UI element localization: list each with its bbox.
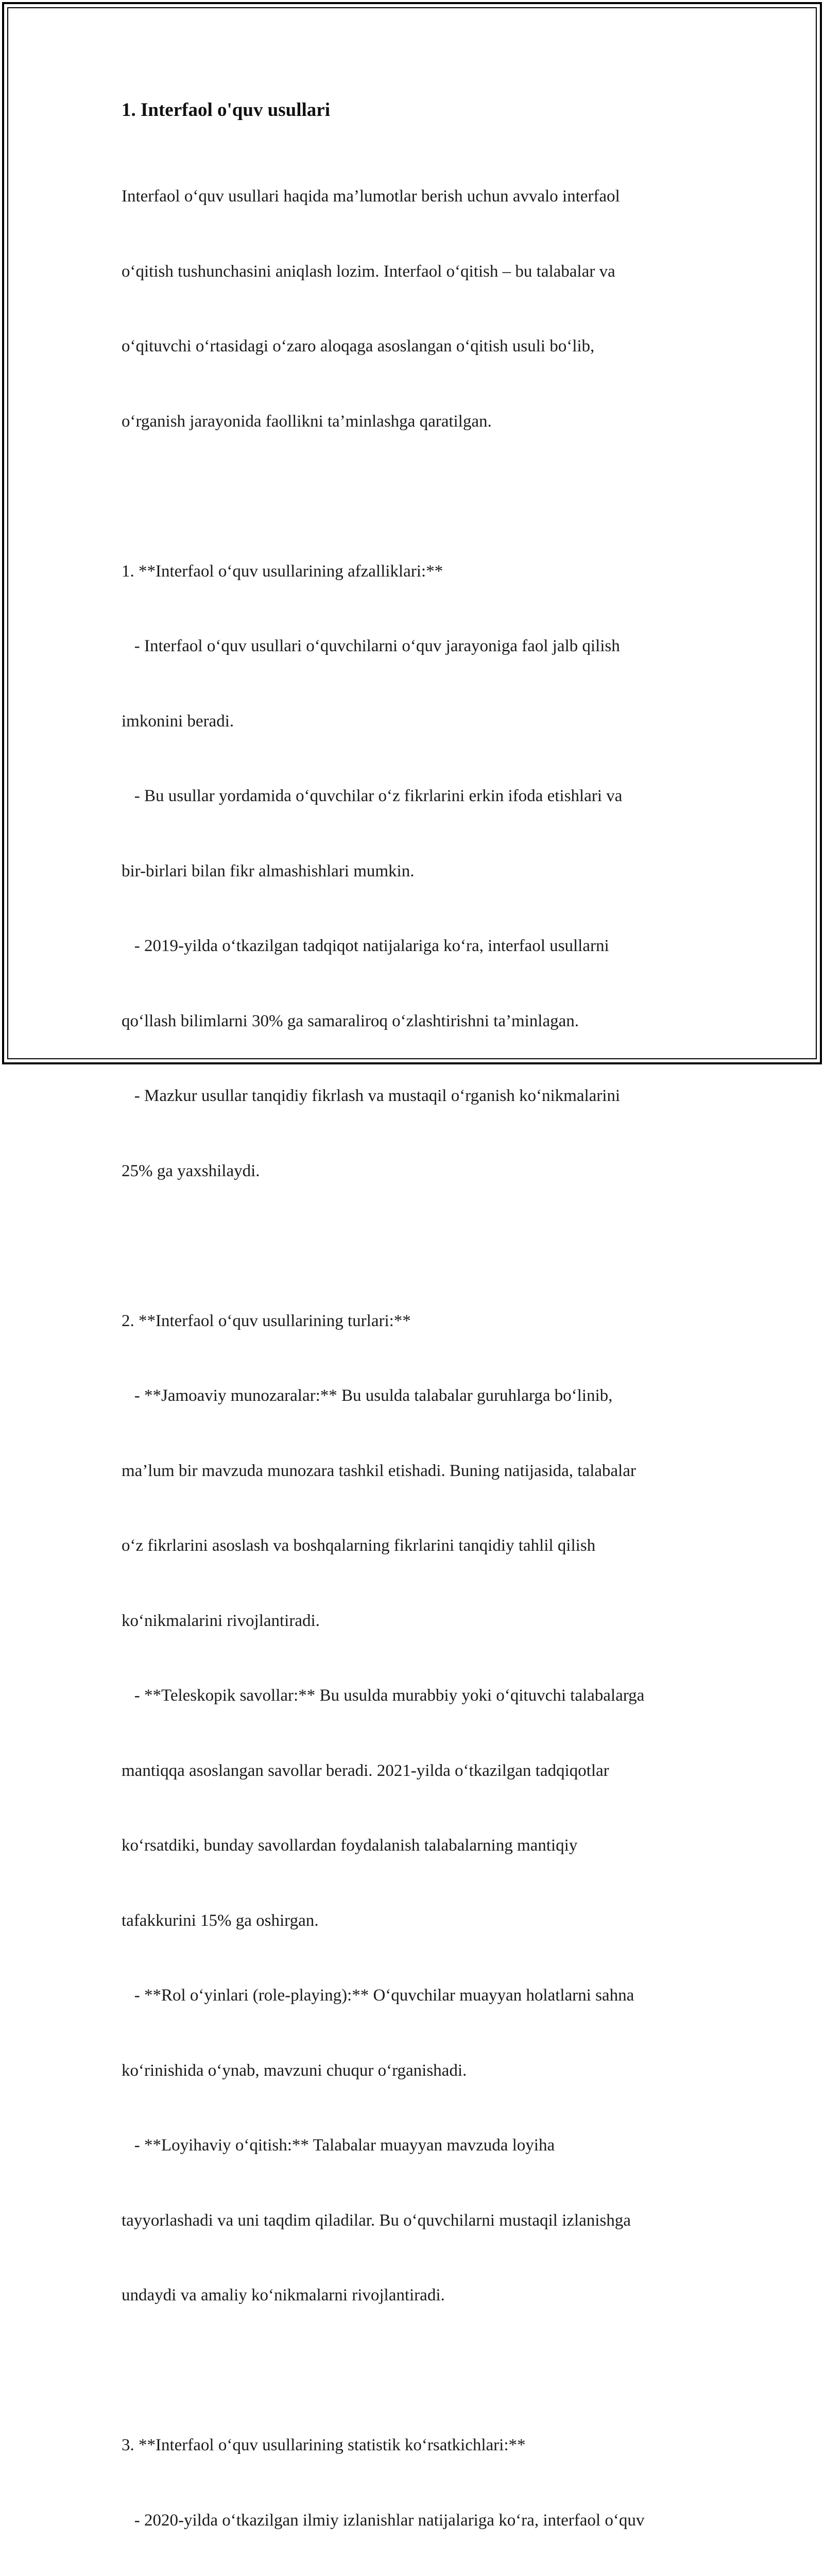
- text-line: o‘rganish jarayonida faollikni ta’minlashga qaratilgan.: [122, 412, 492, 431]
- intro-paragraph: [122, 134, 714, 484]
- section-types: [122, 1259, 714, 2358]
- paragraph-spacer: [122, 1233, 714, 1259]
- list-item-line: tayyorlashadi va uni taqdim qiladilar. Bu o‘quvchilarni mustaqil izlanishga: [122, 2211, 631, 2230]
- list-item-line: - 2019-yilda o‘tkazilgan tadqiqot natijalariga ko‘ra, interfaol usullarni: [122, 937, 609, 955]
- section-heading: 1. **Interfaol o‘quv usullarining afzalliklari:**: [122, 562, 443, 581]
- list-item-line: - Interfaol o‘quv usullari o‘quvchilarni o‘quv jarayoniga faol jalb qilish: [122, 637, 620, 655]
- list-item-line: qo‘llash bilimlarni 30% ga samaraliroq o‘zlashtirishni ta’minlagan.: [122, 1011, 579, 1030]
- document-title: 1. Interfaol o'quv usullari: [122, 99, 330, 121]
- section-heading: 2. **Interfaol o‘quv usullarining turlari:**: [122, 1311, 411, 1330]
- list-item-line: 25% ga yaxshilaydi.: [122, 1161, 260, 1180]
- list-item-line: ko‘nikmalarini rivojlantiradi.: [122, 1611, 320, 1630]
- text-line: o‘qitish tushunchasini aniqlash lozim. Interfaol o‘qitish – bu talabalar va: [122, 262, 615, 281]
- section-statistics: [122, 2383, 714, 2576]
- list-item-line: - 2020-yilda o‘tkazilgan ilmiy izlanishlar natijalariga ko‘ra, interfaol o‘quv: [122, 2511, 645, 2530]
- list-item-line: bir-birlari bilan fikr almashishlari mumkin.: [122, 861, 415, 880]
- list-item-line: ko‘rinishida o‘ynab, mavzuni chuqur o‘rganishadi.: [122, 2061, 467, 2080]
- list-item-line: o‘z fikrlarini asoslash va boshqalarning fikrlarini tanqidiy tahlil qilish: [122, 1536, 596, 1555]
- list-item-line: - Bu usullar yordamida o‘quvchilar o‘z fikrlarini erkin ifoda etishlari va: [122, 787, 623, 805]
- section-advantages: [122, 509, 714, 1234]
- paragraph-spacer: [122, 484, 714, 509]
- text-line: o‘qituvchi o‘rtasidagi o‘zaro aloqaga asoslangan o‘qitish usuli bo‘lib,: [122, 337, 595, 355]
- list-item-line: tafakkurini 15% ga oshirgan.: [122, 1911, 319, 1930]
- list-item-line: imkonini beradi.: [122, 711, 234, 731]
- list-item-line: undaydi va amaliy ko‘nikmalarni rivojlantiradi.: [122, 2286, 445, 2304]
- section-heading: 3. **Interfaol o‘quv usullarining statistik ko‘rsatkichlari:**: [122, 2436, 526, 2454]
- list-item-line: mantiqqa asoslangan savollar beradi. 2021-yilda o‘tkazilgan tadqiqotlar: [122, 1761, 609, 1780]
- document-body: [122, 98, 714, 2576]
- list-item-line: - **Jamoaviy munozaralar:** Bu usulda talabalar guruhlarga bo‘linib,: [122, 1386, 613, 1405]
- list-item-line: - Mazkur usullar tanqidiy fikrlash va mustaqil o‘rganish ko‘nikmalarini: [122, 1087, 621, 1105]
- paragraph-spacer: [122, 2358, 714, 2383]
- list-item-line: - **Teleskopik savollar:** Bu usulda murabbiy yoki o‘qituvchi talabalarga: [122, 1686, 645, 1705]
- list-item-line: - **Rol o‘yinlari (role-playing):** O‘quvchilar muayyan holatlarni sahna: [122, 1986, 634, 2005]
- list-item-line: - **Loyihaviy o‘qitish:** Talabalar muayyan mavzuda loyiha: [122, 2136, 555, 2155]
- list-item-line: ko‘rsatdiki, bunday savollardan foydalanish talabalarning mantiqiy: [122, 1836, 578, 1855]
- list-item-line: ma’lum bir mavzuda munozara tashkil etishadi. Buning natijasida, talabalar: [122, 1461, 636, 1480]
- text-line: Interfaol o‘quv usullari haqida ma’lumotlar berish uchun avvalo interfaol: [122, 187, 620, 206]
